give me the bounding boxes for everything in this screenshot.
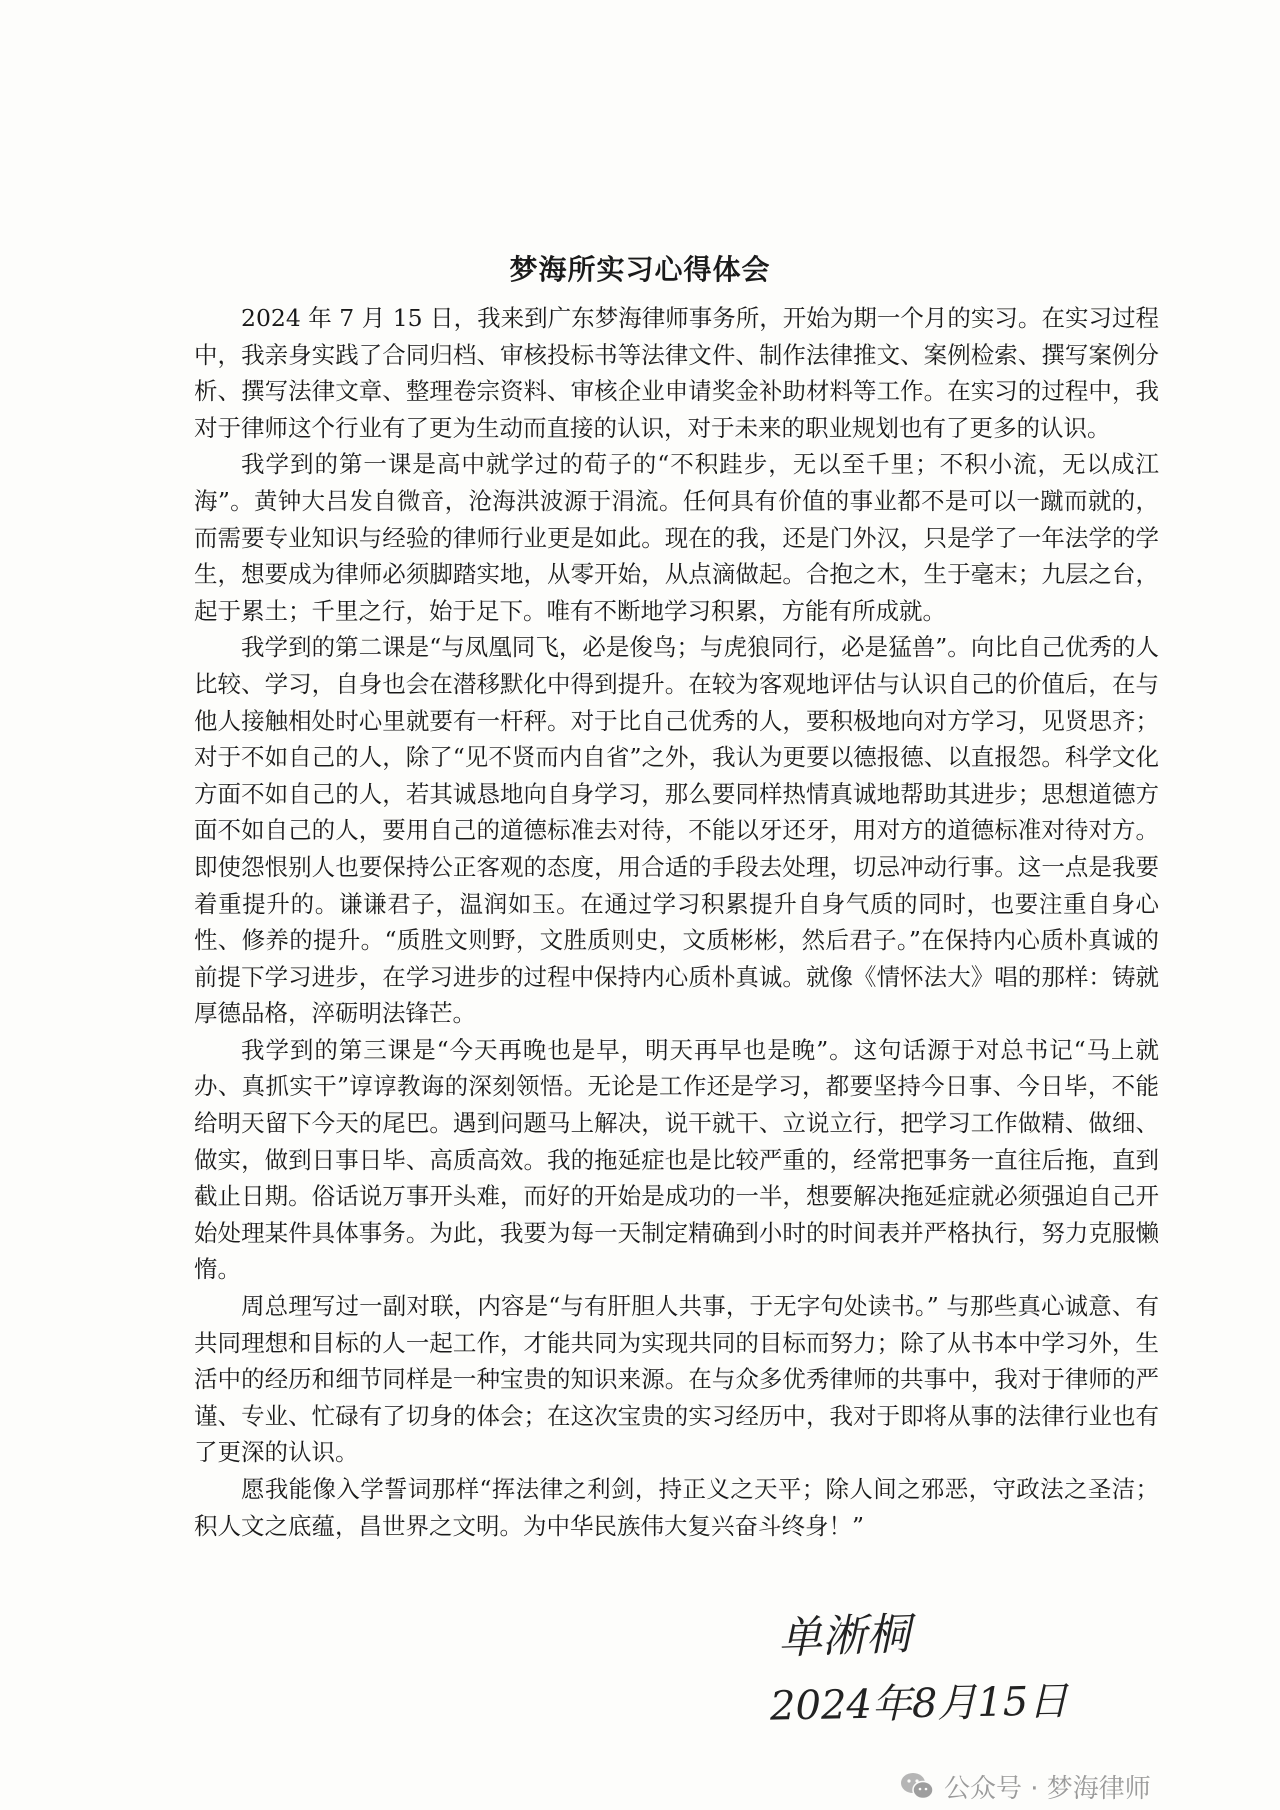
- paragraph-5: 周总理写过一副对联，内容是“与有肝胆人共事，于无字句处读书。” 与那些真心诚意、有共同理想和目标的人一起工作，才能共同为实现共同的目标而努力；除了从书本中学习外，生活中的经历和细节同样是一种宝贵的知识来源。在与众多优秀律师的共事中，我对于律师的严谨、专业、忙碌有了切身的体会；在这次宝贵的实习经历中，我对于即将从事的法律行业也有了更深的认识。: [194, 1292, 1159, 1467]
- signature-date: 2024年8月15日: [769, 1678, 1069, 1730]
- watermark-text: 公众号 · 梦海律师: [944, 1773, 1151, 1804]
- document-title: 梦海所实习心得体会: [509, 253, 771, 286]
- paragraph-4: 我学到的第三课是“今天再晚也是早，明天再早也是晚”。这句话源于对总书记“马上就办、真抓实干”谆谆教诲的深刻领悟。无论是工作还是学习，都要坚持今日事、今日毕，不能给明天留下今天的尾巴。遇到问题马上解决，说干就干、立说立行，把学习工作做精、做细、做实，做到日事日毕、高质高效。我的拖延症也是比较严重的，经常把事务一直往后拖，直到截止日期。俗话说万事开头难，而好的开始是成功的一半，想要解决拖延症就必须强迫自己开始处理某件具体事务。为此，我要为每一天制定精确到小时的时间表并严格执行，努力克服懒惰。: [194, 1035, 1159, 1284]
- paragraph-2: 我学到的第一课是高中就学过的荀子的“不积跬步，无以至千里；不积小流，无以成江海”。黄钟大吕发自微音，沧海洪波源于涓流。任何具有价值的事业都不是可以一蹴而就的，而需要专业知识与经验的律师行业更是如此。现在的我，还是门外汉，只是学了一年法学的学生，想要成为律师必须脚踏实地，从零开始，从点滴做起。合抱之木，生于毫末；九层之台，起于累土；千里之行，始于足下。唯有不断地学习积累，方能有所成就。: [194, 450, 1159, 625]
- paragraph-3: 我学到的第二课是“与凤凰同飞，必是俊鸟；与虎狼同行，必是猛兽”。向比自己优秀的人比较、学习，自身也会在潜移默化中得到提升。在较为客观地评估与认识自己的价值后，在与他人接触相处时心里就要有一杆秤。对于比自己优秀的人，要积极地向对方学习，见贤思齐；对于不如自己的人，除了“见不贤而内自省”之外，我认为更要以德报德、以直报怨。科学文化方面不如自己的人，若其诚恳地向自身学习，那么要同样热情真诚地帮助其进步；思想道德方面不如自己的人，要用自己的道德标准去对待，不能以牙还牙，用对方的道德标准对待对方。即使怨恨别人也要保持公正客观的态度，用合适的手段去处理，切忌冲动行事。这一点是我要着重提升的。谦谦君子，温润如玉。在通过学习积累提升自身气质的同时，也要注重自身心性、修养的提升。“质胜文则野，文胜质则史，文质彬彬，然后君子。”在保持内心质朴真诚的前提下学习进步，在学习进步的过程中保持内心质朴真诚。就像《情怀法大》唱的那样：铸就厚德品格，淬砺明法锋芒。: [194, 633, 1159, 1028]
- handwritten-signature: [770, 1600, 1130, 1750]
- paragraph-6: 愿我能像入学誓词那样“挥法律之利剑，持正义之天平；除人间之邪恶，守政法之圣洁；积人文之底蕴，昌世界之文明。为中华民族伟大复兴奋斗终身！”: [194, 1475, 1159, 1540]
- watermark: [900, 1768, 1151, 1804]
- paragraph-1: 2024 年 7 月 15 日，我来到广东梦海律师事务所，开始为期一个月的实习。在实习过程中，我亲身实践了合同归档、审核投标书等法律文件、制作法律推文、案例检索、撰写案例分析、撰写法律文章、整理卷宗资料、审核企业申请奖金补助材料等工作。在实习的过程中，我对于律师这个行业有了更为生动而直接的认识，对于未来的职业规划也有了更多的认识。: [194, 304, 1159, 442]
- document-body: [194, 300, 1159, 1544]
- wechat-icon: [900, 1771, 934, 1801]
- signature-name: 单淅桐: [777, 1608, 912, 1665]
